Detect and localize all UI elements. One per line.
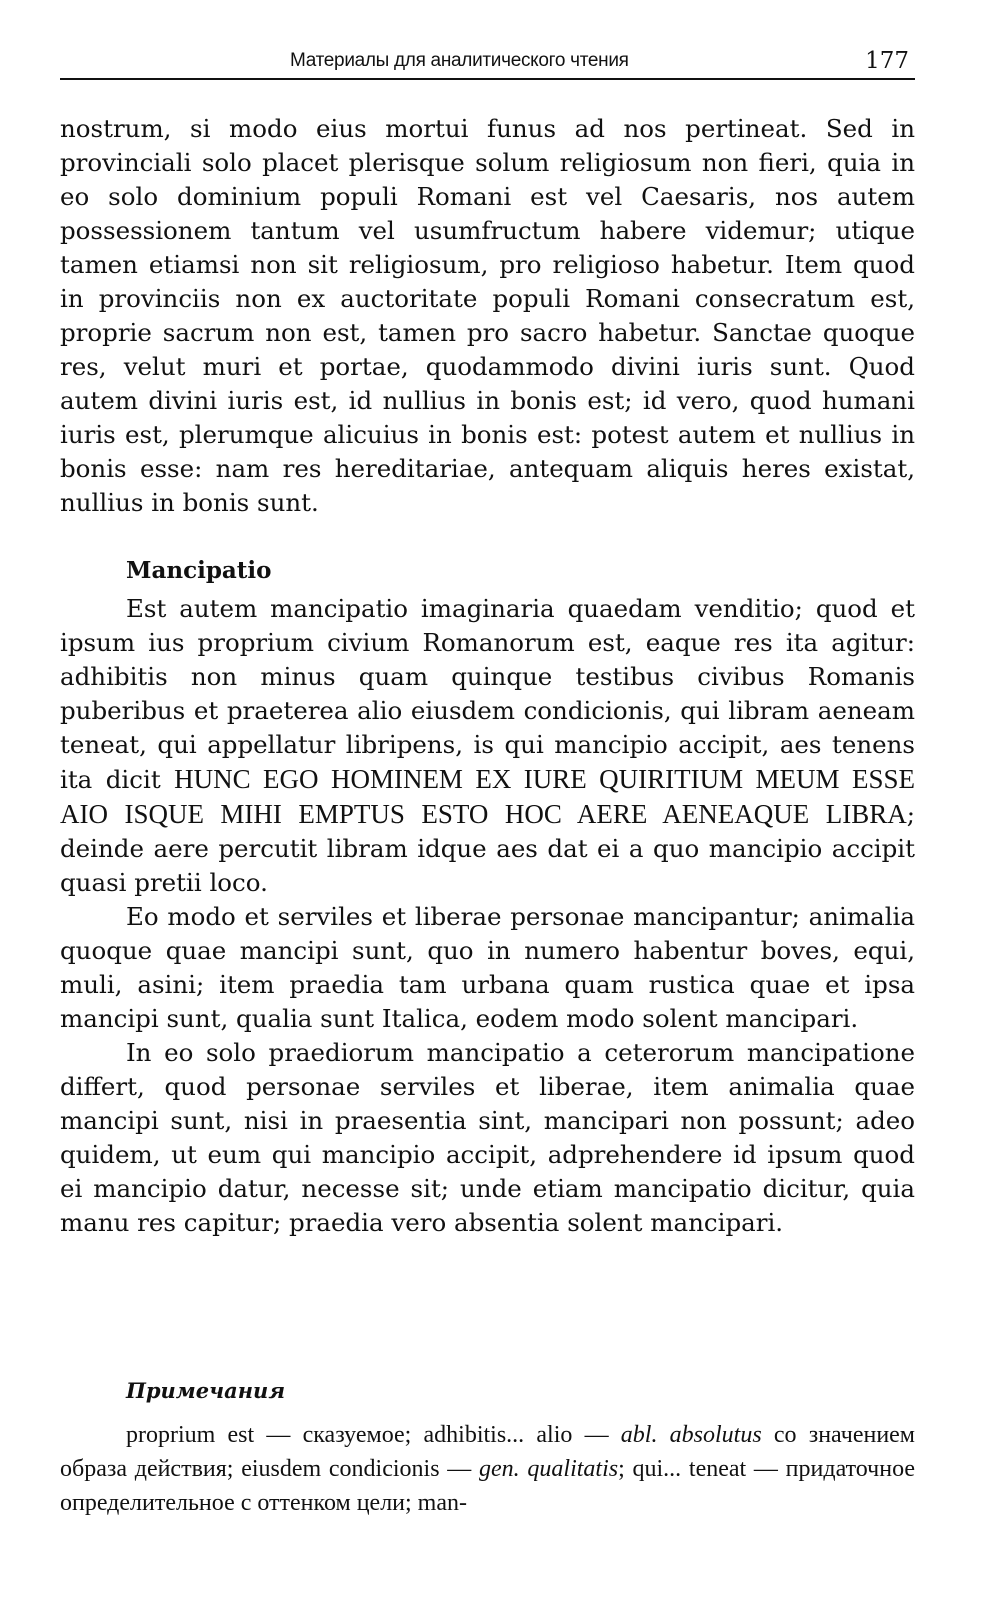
legal-formula: HUNC EGO HOMINEM EX IURE QUIRITIUM MEUM ESSE AIO ISQUE MIHI EMPTUS ESTO HOC AERE AENEAQUE LIBRA <box>60 764 915 829</box>
notes-heading: Примечания <box>126 1378 286 1403</box>
note-text: со значением образа действия; eiusdem condicionis — <box>60 1422 915 1482</box>
paragraph-continuation: nostrum, si modo eius mortui funus ad nos pertineat. Sed in provinciali solo placet plerisque solum religiosum non fieri, quia in eo solo dominium populi Romani est vel Caesaris, nos autem possessionem tantum vel usumfructum habere videmur; utique tamen etiamsi non sit religiosum, pro religioso habetur. Item quod in provinciis non ex auctoritate populi Romani consecratum est, proprie sacrum non est, tamen pro sacro habetur. Sanctae quoque res, velut muri et portae, quodammodo divini iuris sunt. Quod autem divini iuris est, id nullius in bonis est; id vero, quod humani iuris est, plerumque alicuius in bonis est: potest autem et nullius in bonis esse: nam res hereditariae, antequam aliquis heres existat, nullius in bonis sunt. <box>60 114 915 517</box>
note-text: proprium est — сказуемое; adhibitis... alio — <box>126 1422 621 1448</box>
notes-text <box>60 1418 915 1520</box>
paragraph-mancipatio-definition <box>60 592 915 900</box>
paragraph-text: ; deinde aere percutit libram idque aes dat ei a quo mancipio accipit quasi pretii loco. <box>60 800 915 897</box>
main-text <box>60 112 915 1240</box>
note-text: ; qui... teneat — придаточное определительное с оттенком цели; man- <box>60 1456 916 1516</box>
running-title: Материалы для аналитического чтения <box>290 50 629 71</box>
grammar-term: gen. qualitatis <box>479 1456 619 1482</box>
section-heading: Mancipatio <box>126 557 272 584</box>
paragraph-text: Est autem mancipatio imaginaria quaedam venditio; quod et ipsum ius proprium civium Romanorum est, eaque res ita agitur: adhibitis non minus quam quinque testibus civibus Romanis puberibus et praeterea alio eiusdem condicionis, qui libram aeneam teneat, qui appellatur libripens, is qui mancipio accipit, aes tenens ita dicit <box>60 594 915 794</box>
page-number: 177 <box>865 48 909 74</box>
grammar-term: abl. absolutus <box>620 1422 762 1448</box>
running-header <box>60 44 915 80</box>
paragraph-mancipatio-difference: In eo solo praediorum mancipatio a ceterorum mancipatione differt, quod personae serviles et liberae, item animalia quae mancipi sunt, nisi in praesentia sint, mancipari non possunt; adeo quidem, ut eum qui mancipio accipit, adprehendere id ipsum quod ei mancipio datur, necesse sit; unde etiam mancipatio dicitur, quia manu res capitur; praedia vero absentia solent mancipari. <box>60 1038 915 1237</box>
paragraph-mancipatio-objects: Eo modo et serviles et liberae personae mancipantur; animalia quoque quae mancipi sunt, quo in numero habentur boves, equi, muli, asini; item praedia tam urbana quam rustica quae et ipsa mancipi sunt, qualia sunt Italica, eodem modo solent mancipari. <box>60 902 915 1033</box>
book-page <box>60 0 915 1600</box>
